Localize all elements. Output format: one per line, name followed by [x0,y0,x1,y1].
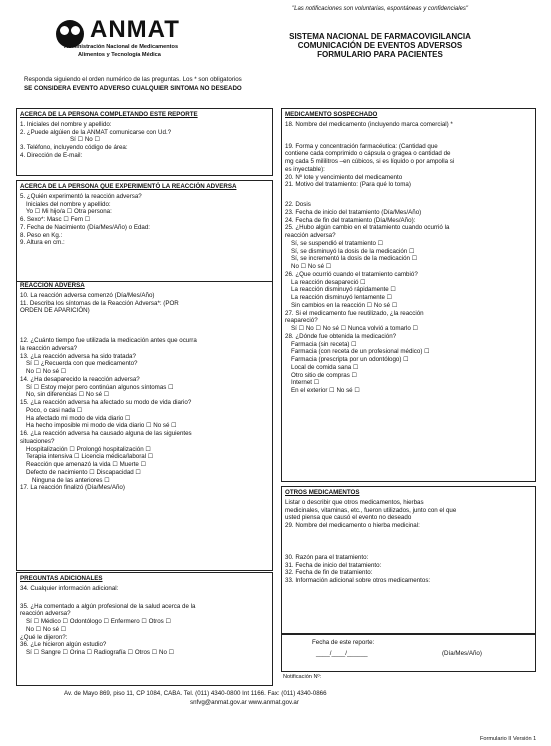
section-title: ACERCA DE LA PERSONA QUE EXPERIMENTÓ LA REACCIÓN ADVERSA [20,183,237,190]
form-line[interactable]: 2. ¿Puede algúien de la ANMAT comunicarse con Ud.? [20,128,172,136]
form-line[interactable]: reacción adversa? [20,610,71,618]
form-line[interactable]: Sin cambios en la reacción ☐ No sé ☐ [291,301,398,309]
form-title-block [260,32,500,60]
section-title: ACERCA DE LA PERSONA COMPLETANDO ESTE REPORTE [20,111,198,118]
form-line[interactable]: Sí, se disminuyó la dosis de la medicación ☐ [291,247,415,255]
form-line[interactable]: 8. Peso en Kg.: [20,231,63,239]
form-line[interactable]: reacción adversa? [285,232,336,239]
form-line[interactable]: mg cada 5 mililitros –en cúbicos, si es líquido o por ampolla si [285,158,455,165]
form-line[interactable]: 5. ¿Quién experimentó la reacción adversa? [20,192,142,200]
form-line[interactable]: 17. La reacción finalizó (Día/Mes/Año) [20,484,125,492]
form-line[interactable]: En el exterior ☐ No sé ☐ [291,387,360,394]
form-line[interactable]: 31. Fecha de inicio del tratamiento: [285,561,382,569]
form-line[interactable]: No ☐ No sé ☐ [26,625,67,633]
form-line[interactable]: Sí ☐ No ☐ No sé ☐ Nunca volvió a tomarlo ☐ [291,325,419,332]
form-line[interactable]: 15. ¿La reacción adversa ha afectado su modo de vida diario? [20,399,192,406]
form-line[interactable]: Sí ☐ ¿Recuerda con que medicamento? [26,360,138,368]
form-line[interactable]: Ha hecho imposible mi modo de vida diario ☐ No sé ☐ [26,422,177,430]
form-line[interactable]: 11. Describa los síntomas de la Reacción Adversa*: (POR [20,299,179,307]
form-line[interactable]: Sí ☐ Sangre ☐ Orina ☐ Radiografía ☐ Otros ☐ No ☐ [26,649,175,656]
section-title: MEDICAMENTO SOSPECHADO [285,111,378,118]
footer-web[interactable]: snfvg@anmat.gov.ar www.anmat.gov.ar [190,699,299,706]
confidential-note: "Las notificaciones son voluntarias, espontáneas y confidenciales" [292,6,469,12]
form-line[interactable]: ORDEN DE APARICIÓN) [20,307,90,315]
form-line[interactable]: 35. ¿Ha comentado a algún profesional de la salud acerca de la [20,602,196,610]
form-line[interactable]: 24. Fecha de fin del tratamiento (Día/Mes/Año): [285,216,416,224]
form-line[interactable]: situaciones? [20,437,55,445]
form-line: Listar o describir que otros medicamentos, hierbas [285,498,424,506]
form-line[interactable]: reapareció? [285,317,318,325]
form-line[interactable]: Farmacia (prescripta por un odontólogo) ☐ [291,356,409,363]
form-line[interactable]: 19. Forma y concentración farmacéutica: (Cantidad que [285,142,438,150]
form-line[interactable]: 18. Nombre del medicamento (incluyendo marca comercial) * [285,120,453,128]
form-line[interactable]: 13. ¿La reacción adversa ha sido tratada? [20,352,136,360]
form-line[interactable]: Defecto de nacimiento ☐ Discapacidad ☐ [26,468,141,476]
form-line[interactable]: Poco, o casi nada ☐ [26,406,83,414]
form-line[interactable]: Sí, se incrementó la dosis de la medicación ☐ [291,255,418,263]
form-line[interactable]: 23. Fecha de inicio del tratamiento (Día/Mes/Año) [285,208,422,216]
form-line[interactable]: la reacción adversa? [20,344,78,352]
form-line[interactable]: Farmacia (sin receta) ☐ [291,340,357,348]
instructions: Responda siguiendo el orden numérico de las preguntas. Los * son obligatorios [24,76,242,83]
other-drugs-section [281,486,536,634]
form-line[interactable]: 22. Dosis [285,201,311,208]
form-line[interactable]: La reacción disminuyó lentamente ☐ [291,294,393,301]
footer-address: Av. de Mayo 869, piso 11, CP 1084, CABA. Tel. (011) 4340-0800 Int 1166. Fax: (011) 4340-0866 [64,690,327,697]
form-line[interactable]: Sí ☐ Médico ☐ Odontólogo ☐ Enfermero ☐ Otros ☐ [26,618,172,625]
form-line[interactable]: 28. ¿Dónde fue obtenida la medicación? [285,332,397,340]
form-line[interactable]: 20. Nº lote y vencimiento del medicamento [285,173,403,181]
form-line[interactable]: 16. ¿La reacción adversa ha causado alguna de las siguientes [20,430,192,437]
form-line[interactable]: 27. Si el medicamento fue reutilizado, ¿la reacción [285,309,424,317]
form-line[interactable]: 4. Dirección de E-mail: [20,151,83,159]
title-line-2: COMUNICACIÓN DE EVENTOS ADVERSOS [297,41,463,51]
form-line[interactable]: Local de comida sana ☐ [291,363,359,371]
section-title: OTROS MEDICAMENTOS [285,489,360,496]
form-line[interactable]: 12. ¿Cuánto tiempo fue utilizada la medicación antes que ocurra [20,337,197,344]
form-line[interactable]: 29. Nombre del medicamento o hierba medicinal: [285,522,420,529]
suspected-drug-section [281,108,536,482]
form-line[interactable]: 7. Fecha de Nacimiento (Día/Mes/Año) o Edad: [20,223,151,231]
title-line-3: FORMULARIO PARA PACIENTES [317,50,443,60]
form-line[interactable]: 33. Información adicional sobre otros medicamentos: [285,577,431,584]
form-line[interactable]: No ☐ No sé ☐ [291,263,332,270]
report-date-section [281,634,536,672]
form-line[interactable]: Sí, se suspendió el tratamiento ☐ [291,239,384,247]
form-line[interactable]: Sí ☐ Estoy mejor pero continúan algunos síntomas ☐ [26,383,174,391]
form-line: usted piensa que causó el evento no deseado [285,514,412,522]
anmat-logo [56,18,226,62]
section-title: REACCIÓN ADVERSA [20,282,85,289]
form-line[interactable]: Ha afectado mi modo de vida diario ☐ [26,414,131,422]
form-line[interactable]: 34. Cualquier información adicional: [20,584,119,592]
section-title: PREGUNTAS ADICIONALES [20,575,103,582]
form-line[interactable]: 9. Altura en cm.: [20,239,65,247]
form-line[interactable]: Iniciales del nombre y apellido: [26,200,111,208]
form-line[interactable]: 21. Motivo del tratamiento: (Para qué lo toma) [285,181,411,189]
notification-number: Notificación Nº: [283,674,322,680]
logo-subtitle-1: Administración Nacional de Medicamentos [64,44,179,50]
form-line: medicinales, vitaminas, etc., fueron utilizados, junto con el que [285,506,457,514]
form-line[interactable]: es inyectable): [285,165,325,173]
form-line[interactable]: 1. Iniciales del nombre y apellido: [20,120,112,128]
form-line[interactable]: Otro sitio de compras ☐ [291,371,358,379]
form-line[interactable]: Internet ☐ [291,379,320,387]
report-date-label: Fecha de este reporte: [312,639,375,646]
form-line[interactable]: 32. Fecha de fin de tratamiento: [285,569,373,577]
form-line[interactable]: No ☐ No sé ☐ [26,368,67,375]
form-line[interactable]: 6. Sexo*: Masc ☐ Fem ☐ [20,216,91,223]
form-line[interactable]: ¿Qué le dijeron?: [20,633,68,641]
form-line[interactable]: Yo ☐ Mi hijo/a ☐ Otra persona: [26,208,112,216]
reaction-section [16,280,273,571]
form-line[interactable]: 14. ¿Ha desaparecido la reacción adversa? [20,375,140,383]
title-line-1: SISTEMA NACIONAL DE FARMACOVIGILANCIA [289,32,471,41]
form-version: Formulario II Versión 1 [480,736,537,742]
form-line[interactable]: 10. La reacción adversa comenzó (Día/Mes/Año) [20,291,155,299]
form-line[interactable]: 26. ¿Que ocurrió cuando el tratamiento cambió? [285,270,418,278]
patient-section [16,180,273,282]
logo-subtitle-2: Alimentos y Tecnología Médica [78,52,161,58]
form-line[interactable]: Ninguna de las anteriores ☐ [32,476,110,484]
logo-text: ANMAT [90,16,180,43]
form-line[interactable]: No, sin diferencias ☐ No sé ☐ [26,391,110,399]
form-line[interactable]: Sí ☐ No ☐ [70,136,101,144]
form-line[interactable]: contiene cada comprimido o cápsula o gragea o cantidad de [285,150,451,158]
report-date-field[interactable]: ____/____/______ [316,650,368,657]
form-line[interactable]: Terapia intensiva ☐ Licencia médica/laboral ☐ [26,453,154,461]
form-line[interactable]: Farmacia (con receta de un profesional médico) ☐ [291,348,430,356]
form-line[interactable]: Hospitalización ☐ Prolongó hospitalización ☐ [26,445,151,453]
form-line[interactable]: La reacción disminuyó rápidamente ☐ [291,286,396,294]
reporter-section [16,108,273,176]
form-line[interactable]: 30. Razón para el tratamiento: [285,553,369,561]
report-date-format: (Día/Mes/Año) [442,650,482,657]
form-line[interactable]: 25. ¿Hubo algún cambio en el tratamiento cuando ocurrió la [285,224,450,232]
additional-questions-section [16,572,273,686]
form-line[interactable]: 36. ¿Le hicieron algún estudio? [20,641,107,649]
adverse-event-note: SE CONSIDERA EVENTO ADVERSO CUALQUIER SINTOMA NO DESEADO [24,85,242,92]
form-line[interactable]: La reacción desapareció ☐ [291,278,366,286]
form-line[interactable]: Reacción que amenazó la vida ☐ Muerte ☐ [26,461,147,468]
form-line[interactable]: 3. Teléfono, incluyendo código de área: [20,144,128,151]
